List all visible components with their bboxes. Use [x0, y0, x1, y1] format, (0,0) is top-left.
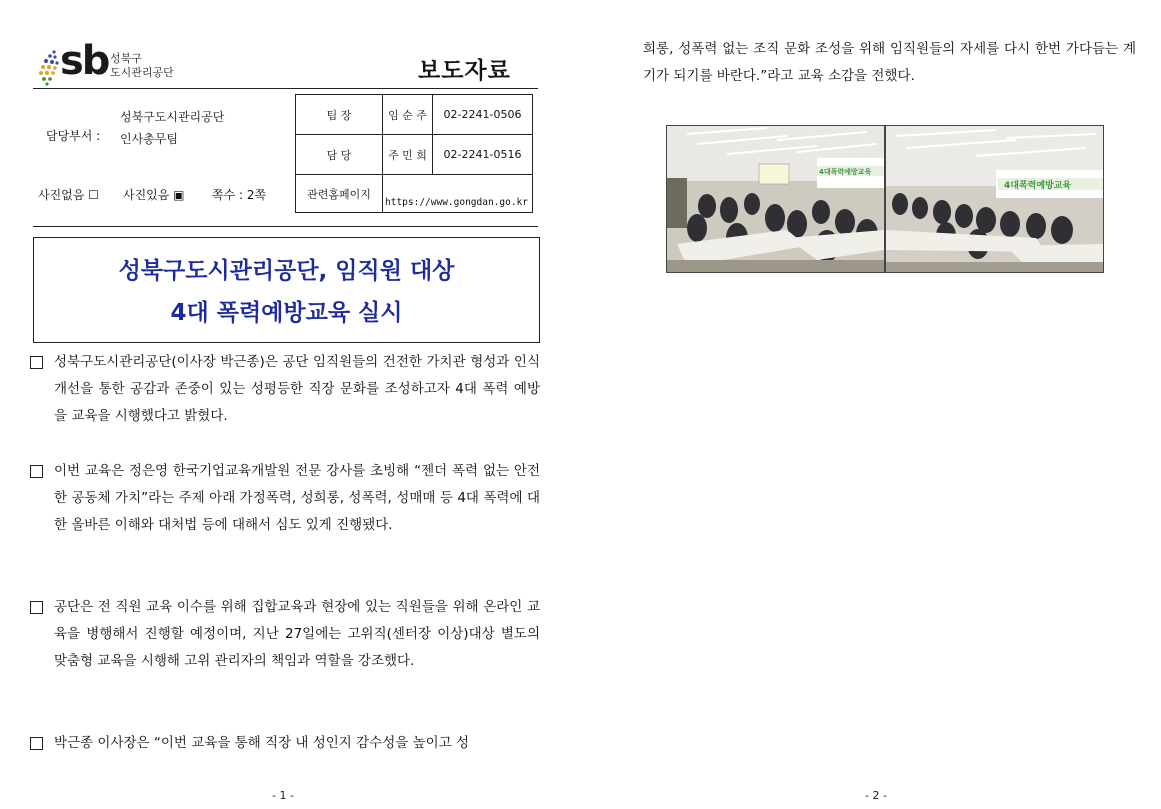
- website-label: 관련홈페이지: [296, 175, 383, 213]
- logo: [36, 38, 186, 88]
- paragraph-text: 이번 교육은 정은영 한국기업교육개발원 전문 강사를 초빙해 “젠더 폭력 없는 안전한 공동체 가치”라는 주제 아래 가정폭력, 성희롱, 성폭력, 성매매 등 4대 폭력에 대한 올바른 이해와 대처법 등에 대해서 심도 있게 진행됐다.: [54, 463, 540, 533]
- page-number: - 2 -: [865, 789, 887, 802]
- info-divider: [33, 226, 538, 227]
- paragraph: [30, 463, 540, 575]
- logo-mark: sb: [60, 38, 109, 84]
- paragraph-text: 박근종 이사장은 “이번 교육을 통해 직장 내 성인지 감수성을 높이고 성: [54, 735, 470, 751]
- department-team: 인사총무팀: [120, 132, 178, 146]
- photo-yes: 사진있음 ▣: [123, 188, 185, 202]
- page-number: - 1 -: [272, 789, 294, 802]
- paragraph: [30, 599, 540, 711]
- title-box: [33, 237, 540, 343]
- bullet-box-icon: [30, 737, 43, 750]
- website-row: [296, 175, 533, 213]
- banner-text: 4대폭력예방교육: [1004, 181, 1072, 191]
- contact-phone: 02-2241-0516: [433, 135, 533, 175]
- department-org: 성북구도시관리공단: [120, 110, 225, 124]
- logo-name-line1: 성북구: [110, 52, 142, 65]
- press-release-label: 보도자료: [418, 58, 511, 84]
- banner-text: 4대폭력예방교육: [819, 168, 872, 176]
- classroom-photo-icon: [886, 126, 1103, 272]
- contact-table: [295, 94, 533, 213]
- header-divider: [33, 88, 538, 89]
- title-line-1: 성북구도시관리공단, 임직원 대상: [118, 258, 455, 284]
- contact-row: [296, 95, 533, 135]
- paragraph-text: 성북구도시관리공단(이사장 박근종)은 공단 임직원들의 건전한 가치관 형성과 인식 개선을 통한 공감과 존중이 있는 성평등한 직장 문화를 조성하고자 4대 폭력 예방을 교육을 시행했다고 밝혔다.: [54, 354, 540, 424]
- pages-count: 쪽수 : 2쪽: [212, 188, 267, 202]
- website-link[interactable]: https://www.gongdan.go.kr: [383, 175, 533, 213]
- paragraph-text: 공단은 전 직원 교육 이수를 위해 집합교육과 현장에 있는 직원들을 위해 온라인 교육을 병행해서 진행할 예정이며, 지난 27일에는 고위직(센터장 이상)대상 별도의 맞춤형 교육을 시행해 고위 관리자의 책임과 역할을 강조했다.: [54, 599, 540, 669]
- logo-name: [110, 52, 174, 80]
- contact-name: 주 민 희: [383, 135, 433, 175]
- department-label: 담당부서 :: [46, 129, 101, 143]
- contact-row: [296, 135, 533, 175]
- event-photo-2: [885, 125, 1104, 273]
- contact-name: 임 순 주: [383, 95, 433, 135]
- logo-dots-icon: [36, 48, 62, 86]
- title-line-2: 4대 폭력예방교육 실시: [170, 300, 403, 326]
- page-1: [0, 0, 580, 809]
- classroom-photo-icon: [667, 126, 884, 272]
- paragraph: [30, 735, 540, 765]
- page-2: [580, 0, 1161, 809]
- event-photo-1: [666, 125, 885, 273]
- logo-name-line2: 도시관리공단: [110, 66, 174, 79]
- contact-role: 담 당: [296, 135, 383, 175]
- contact-role: 팀 장: [296, 95, 383, 135]
- bullet-box-icon: [30, 465, 43, 478]
- contact-phone: 02-2241-0506: [433, 95, 533, 135]
- bullet-box-icon: [30, 356, 43, 369]
- photo-none: 사진없음 ☐: [38, 188, 99, 202]
- bullet-box-icon: [30, 601, 43, 614]
- paragraph-continued: 희롱, 성폭력 없는 조직 문화 조성을 위해 임직원들의 자세를 다시 한번 가다듬는 계기가 되기를 바란다.”라고 교육 소감을 전했다.: [643, 41, 1136, 84]
- paragraph: [30, 354, 540, 438]
